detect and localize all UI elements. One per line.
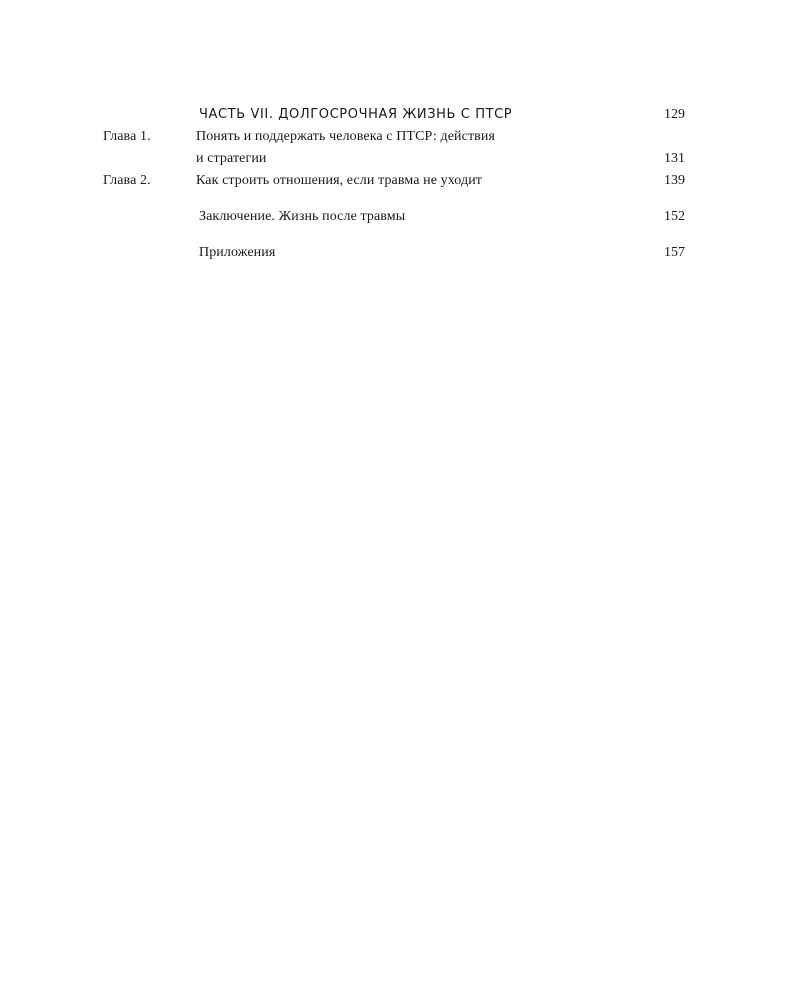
chapter1-title-line2: и стратегии [196,151,267,166]
chapter1-title-line1: Понять и поддержать человека с ПТСР: действия [196,129,496,144]
chapter2-page-number: 139 [664,173,685,188]
appendices-title: Приложения [199,245,276,260]
chapter2-title: Как строить отношения, если травма не уходит [196,173,483,188]
toc-chapter1-entry [0,126,800,148]
chapter1-label: Глава 1. [103,129,151,144]
part-page-number: 129 [664,107,685,122]
toc-part-entry [0,104,800,126]
appendices-page-number: 157 [664,245,685,260]
part-title: ЧАСТЬ VII. ДОЛГОСРОЧНАЯ ЖИЗНЬ С ПТСР [199,107,513,122]
toc-conclusion-entry [0,206,800,228]
toc-chapter2-entry [0,170,800,192]
chapter2-label: Глава 2. [103,173,151,188]
conclusion-page-number: 152 [664,209,685,224]
toc-chapter1-entry-continued [0,148,800,170]
conclusion-title: Заключение. Жизнь после травмы [199,209,406,224]
toc-appendices-entry [0,242,800,264]
chapter1-page-number: 131 [664,151,685,166]
